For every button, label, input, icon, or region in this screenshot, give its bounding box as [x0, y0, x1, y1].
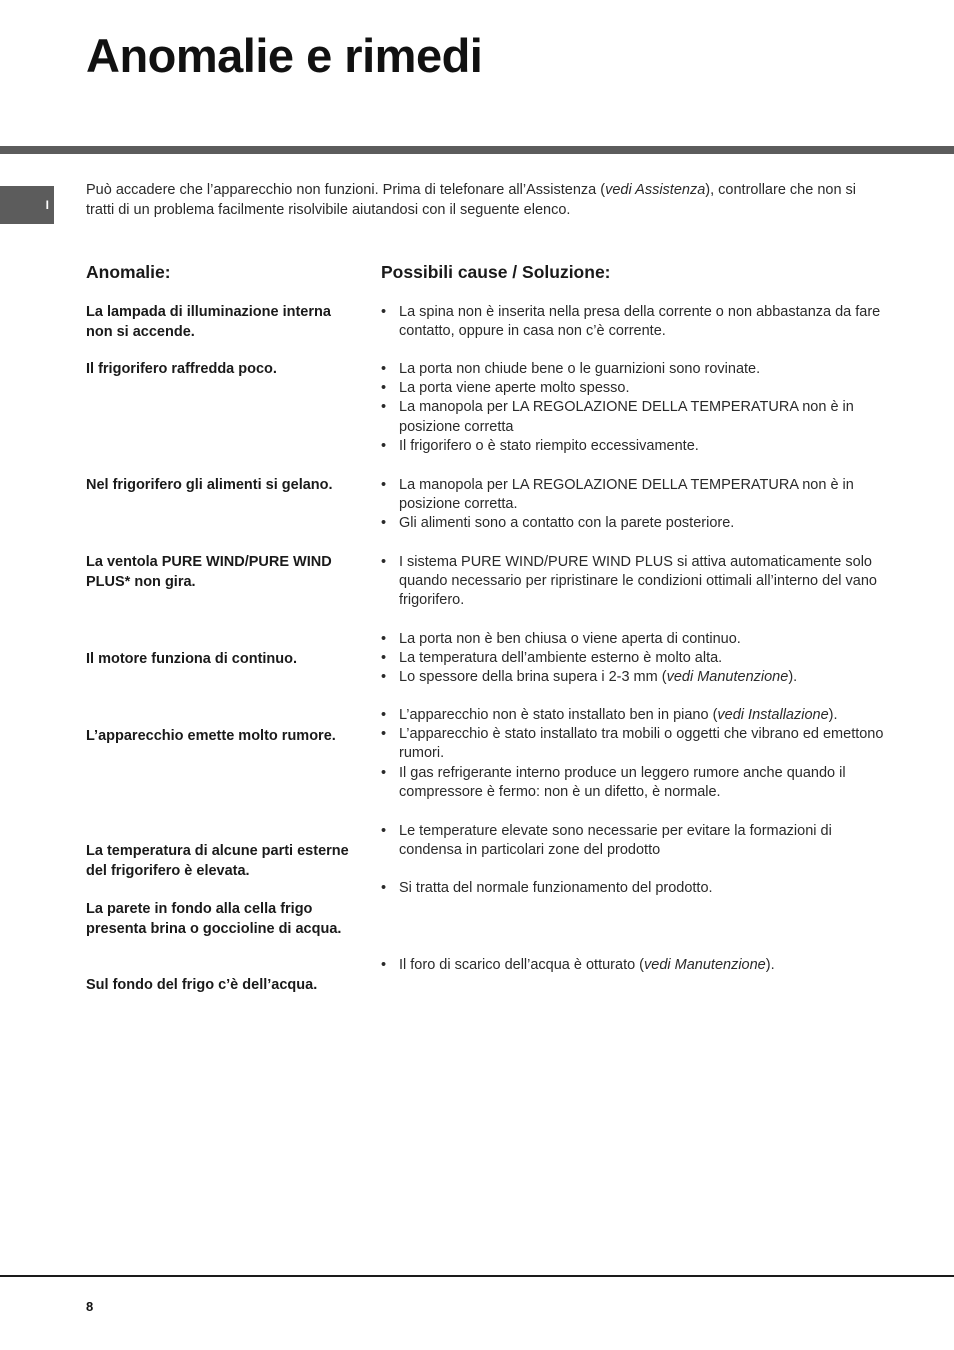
cause-reference: vedi Manutenzione	[666, 669, 789, 686]
anomaly-text: L’apparecchio emette molto rumore.	[86, 728, 336, 744]
language-tab	[0, 186, 54, 224]
cause-reference: vedi Installazione	[717, 707, 829, 723]
intro-paragraph	[86, 181, 876, 220]
causes-heading: Possibili cause / Soluzione:	[381, 262, 611, 282]
cause-list	[381, 476, 886, 534]
anomalies-heading: Anomalie:	[86, 262, 171, 282]
cause-item: • La porta viene aperte molto spesso.	[381, 379, 886, 398]
anomaly-text: La temperatura di alcune parti esterne del frigorifero è elevata.	[86, 843, 349, 879]
cause-item: • La manopola per LA REGOLAZIONE DELLA TEMPERATURA non è in posizione corretta	[381, 398, 886, 436]
intro-text-end: ), controllare che non si tratti di un problema facilmente risolvibile aiutandosi con il seguente elenco.	[86, 182, 857, 218]
cause-item: • L’apparecchio è stato installato tra mobili o oggetti che vibrano ed emettono rumori.	[381, 725, 886, 763]
cause-item: • Il frigorifero o è stato riempito eccessivamente.	[381, 437, 886, 456]
cause-item: • La spina non è inserita nella presa della corrente o non abbastanza da fare contatto, oppure in casa non c’è corrente.	[381, 303, 886, 341]
cause-item: • L’apparecchio non è stato installato ben in piano (vedi Installazione).	[381, 706, 886, 725]
anomaly-text: Il motore funziona di continuo.	[86, 651, 298, 667]
anomaly-text: Sul fondo del frigo c’è dell’acqua.	[86, 977, 318, 993]
cause-list	[381, 879, 886, 898]
cause-item: • Lo spessore della brina supera i 2-3 mm (vedi Manutenzione).	[381, 668, 886, 687]
cause-list	[381, 822, 886, 860]
cause-list	[381, 553, 886, 611]
cause-item: • Si tratta del normale funzionamento del prodotto.	[381, 879, 886, 898]
intro-reference: vedi Assistenza	[605, 182, 706, 198]
anomaly-text: Il frigorifero raffredda poco.	[86, 361, 277, 377]
cause-item: • Le temperature elevate sono necessarie per evitare la formazioni di condensa in particolari zone del prodotto	[381, 822, 886, 860]
cause-reference: vedi Manutenzione	[644, 957, 766, 973]
language-tab-label: I	[45, 198, 49, 212]
cause-list	[381, 630, 886, 688]
page-title: Anomalie e rimedi	[86, 29, 483, 82]
cause-list	[381, 303, 886, 341]
anomaly-text: La parete in fondo alla cella frigo presenta brina o goccioline di acqua.	[86, 901, 342, 937]
anomaly-text: La lampada di illuminazione interna non si accende.	[86, 304, 331, 340]
cause-item: • Il gas refrigerante interno produce un leggero rumore anche quando il compressore è fermo: non è un difetto, è normale.	[381, 764, 886, 802]
cause-item: • I sistema PURE WIND/PURE WIND PLUS si attiva automaticamente solo quando necessario per ripristinare le condizioni ottimali all’interno del vano frigorifero.	[381, 553, 886, 611]
cause-item: • Gli alimenti sono a contatto con la parete posteriore.	[381, 514, 886, 533]
cause-item: • La manopola per LA REGOLAZIONE DELLA TEMPERATURA non è in posizione corretta.	[381, 476, 886, 514]
footer-divider	[0, 1275, 954, 1277]
intro-text: Può accadere che l’apparecchio non funzioni. Prima di telefonare all’Assistenza (	[86, 182, 606, 198]
anomaly-text: Nel frigorifero gli alimenti si gelano.	[86, 477, 333, 493]
cause-list	[381, 956, 886, 975]
page-number: 8	[86, 1299, 94, 1314]
cause-item: • Il foro di scarico dell’acqua è otturato (vedi Manutenzione).	[381, 956, 886, 975]
cause-item: • La porta non è ben chiusa o viene aperta di continuo.	[381, 630, 886, 649]
anomaly-text: La ventola PURE WIND/PURE WIND PLUS* non gira.	[86, 554, 332, 590]
header-divider	[0, 146, 954, 154]
cause-list	[381, 706, 886, 802]
cause-item: • La temperatura dell’ambiente esterno è molto alta.	[381, 649, 886, 668]
cause-list	[381, 360, 886, 456]
cause-item: • La porta non chiude bene o le guarnizioni sono rovinate.	[381, 360, 886, 379]
